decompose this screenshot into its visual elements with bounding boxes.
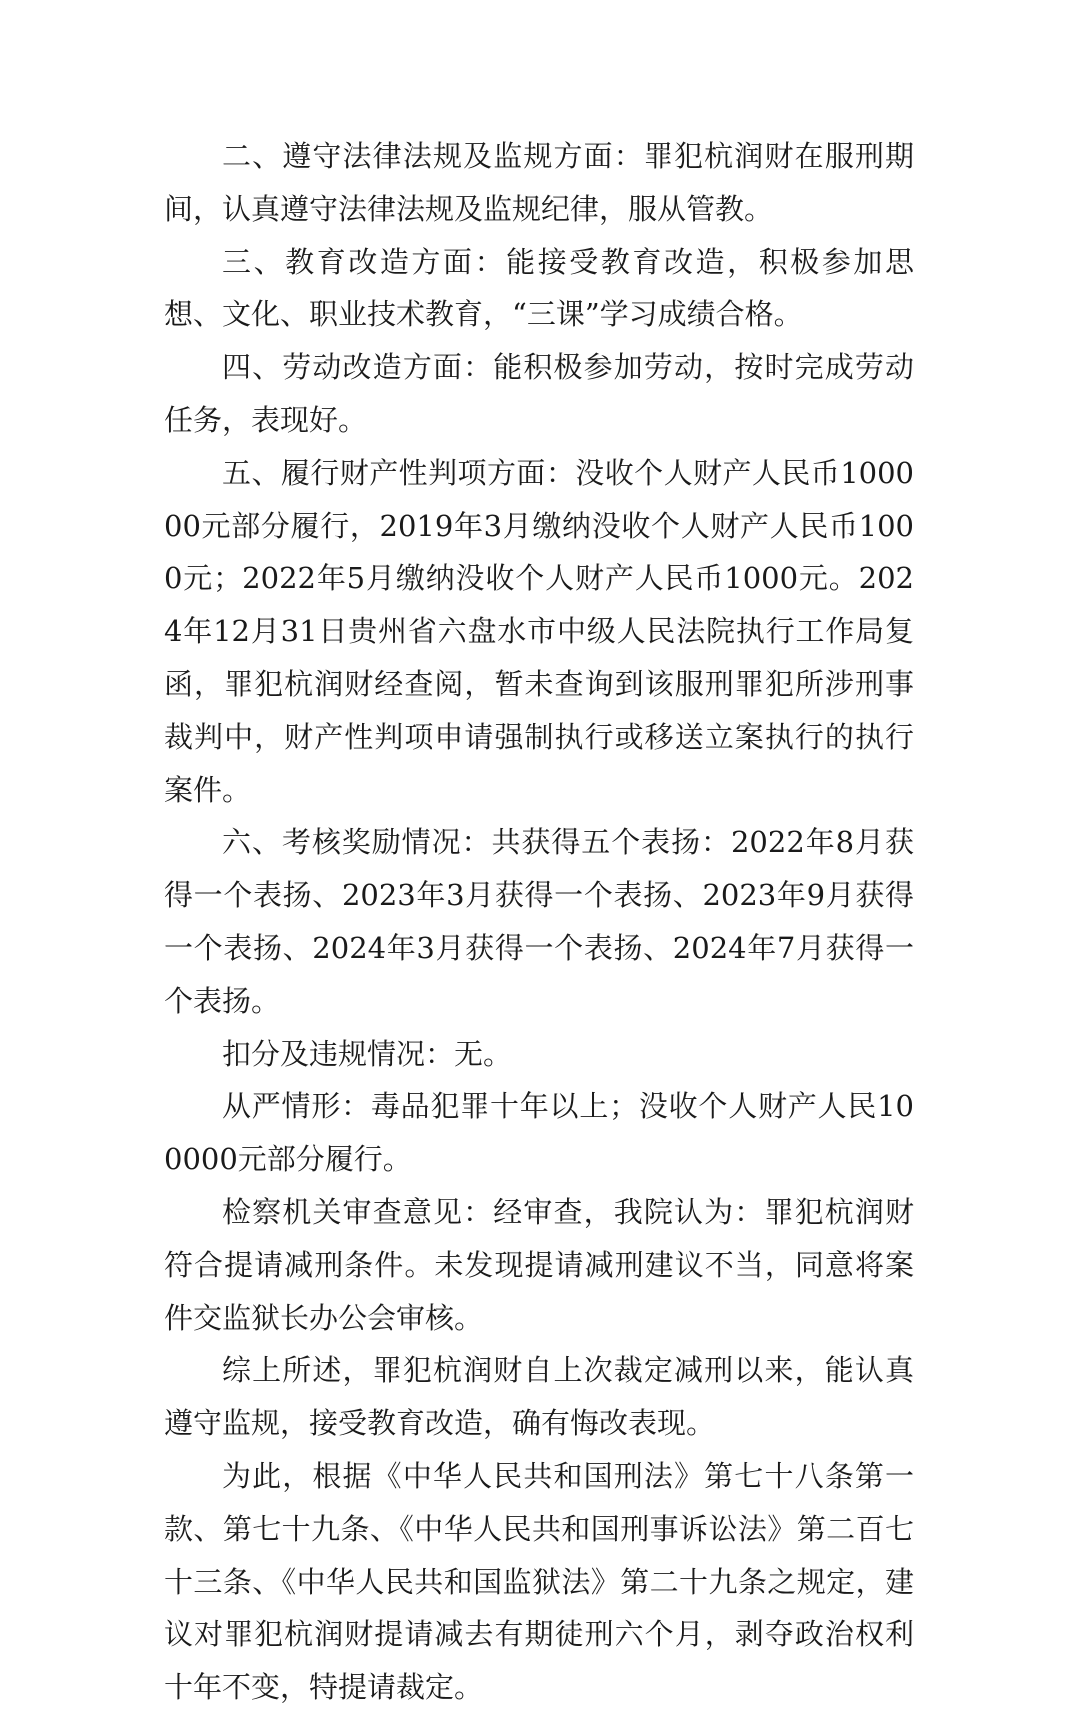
document-body [164, 130, 914, 1714]
paragraph-property-judgment: 五、履行财产性判项方面：没收个人财产人民币100000元部分履行，2019年3月缴纳没收个人财产人民币1000元；2022年5月缴纳没收个人财产人民币1000元。2024年12月31日贵州省六盘水市中级人民法院执行工作局复函，罪犯杭润财经查阅，暂未查询到该服刑罪犯所涉刑事裁判中，财产性判项申请强制执行或移送立案执行的执行案件。 [164, 455, 914, 807]
paragraph-compliance: 二、遵守法律法规及监规方面：罪犯杭润财在服刑期间，认真遵守法律法规及监规纪律，服从管教。 [164, 139, 914, 226]
paragraph-rewards: 六、考核奖励情况：共获得五个表扬：2022年8月获得一个表扬、2023年3月获得一个表扬、2023年9月获得一个表扬、2024年3月获得一个表扬、2024年7月获得一个表扬。 [164, 825, 914, 1018]
paragraph-education: 三、教育改造方面：能接受教育改造，积极参加思想、文化、职业技术教育，“三课”学习成绩合格。 [164, 244, 914, 332]
paragraph-summary: 综上所述，罪犯杭润财自上次裁定减刑以来，能认真遵守监规，接受教育改造，确有悔改表现。 [164, 1353, 914, 1441]
paragraph-recommendation: 为此，根据《中华人民共和国刑法》第七十八条第一款、第七十九条、《中华人民共和国刑事诉讼法》第二百七十三条、《中华人民共和国监狱法》第二十九条之规定，建议对罪犯杭润财提请减去有期徒刑六个月，剥夺政治权利十年不变，特提请裁定。 [164, 1458, 914, 1705]
paragraph-labor: 四、劳动改造方面：能积极参加劳动，按时完成劳动任务，表现好。 [164, 350, 914, 437]
paragraph-violations: 扣分及违规情况：无。 [222, 1036, 513, 1071]
paragraph-strict-circumstances: 从严情形：毒品犯罪十年以上；没收个人财产人民100000元部分履行。 [164, 1089, 914, 1177]
paragraph-procuratorate-opinion: 检察机关审查意见：经审查，我院认为：罪犯杭润财符合提请减刑条件。未发现提请减刑建议不当，同意将案件交监狱长办公会审核。 [164, 1194, 914, 1335]
